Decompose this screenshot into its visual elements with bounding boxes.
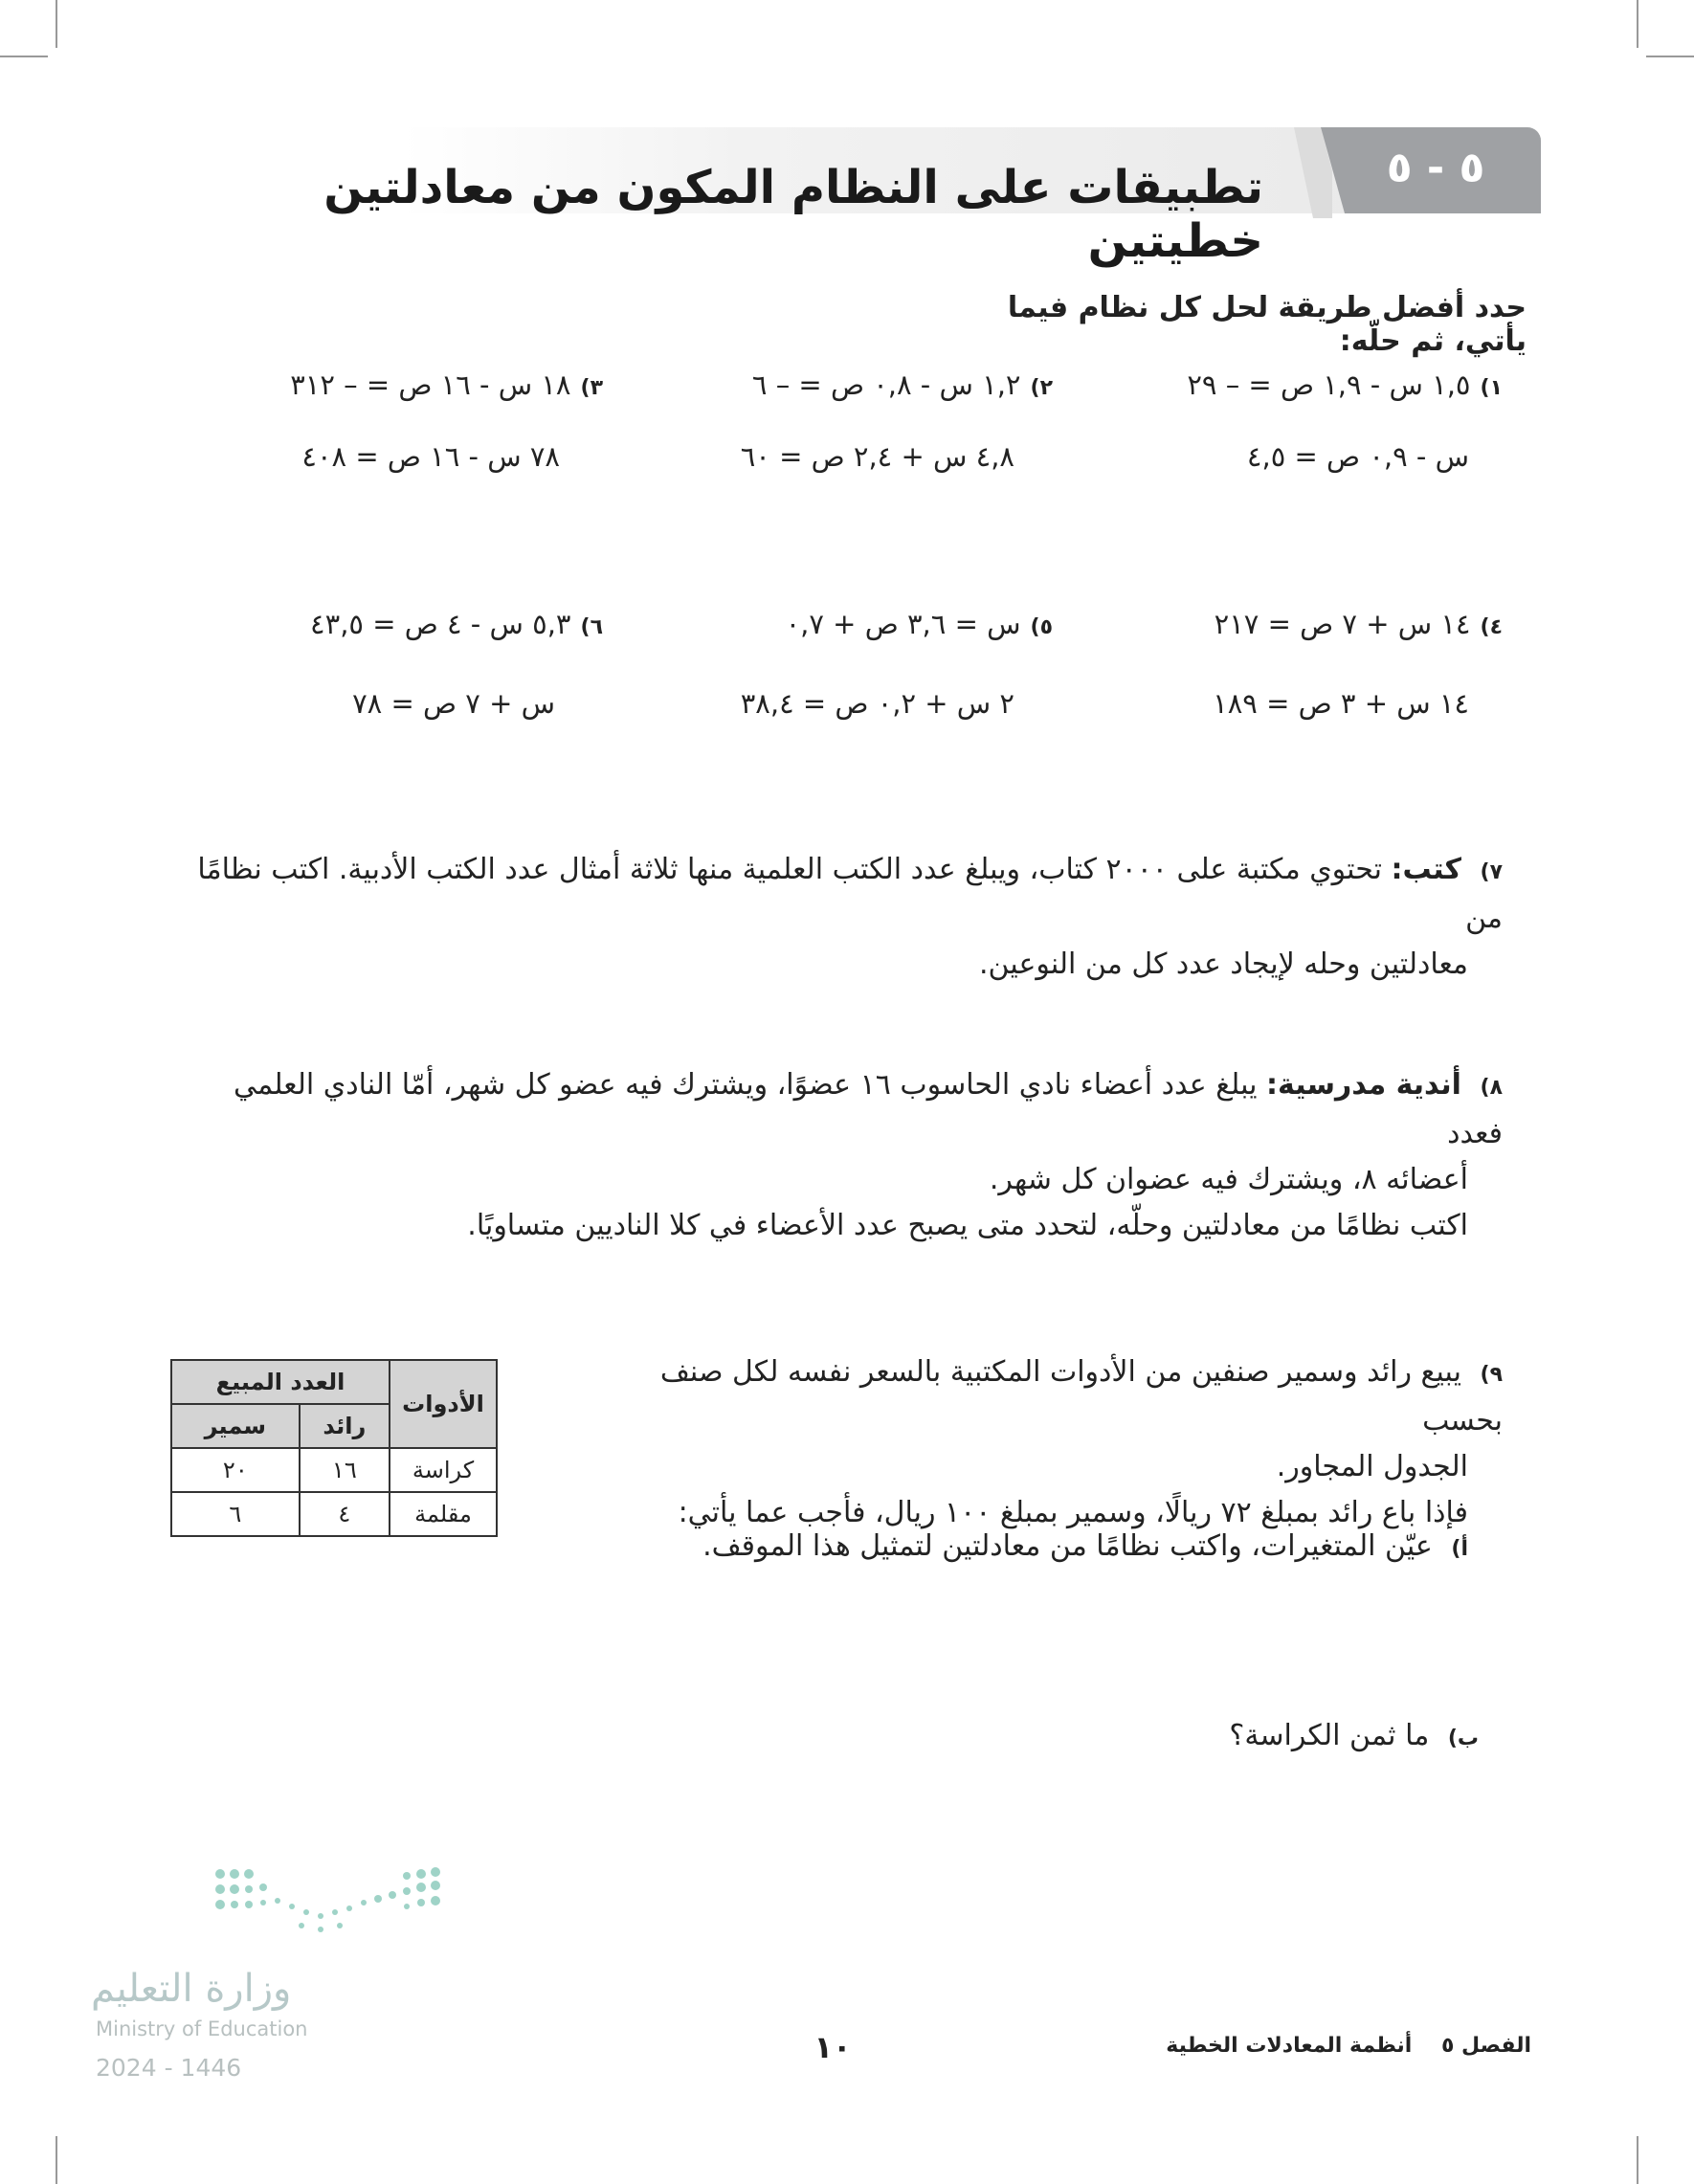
problem-9-part-a: أ) عيّن المتغيرات، واكتب نظامًا من معادلتين لتمثيل هذا الموقف. (702, 1529, 1468, 1563)
table-cell-raed: ٤ (300, 1492, 390, 1536)
exercise-2-eq1: ٢)١,٢ س - ٠,٨ ص = – ٦ (751, 368, 1053, 401)
exercise-5-eq1: ٥)س = ٣,٦ ص + ٠,٧ (785, 608, 1053, 640)
table-row (171, 1492, 497, 1536)
ministry-name-en: Ministry of Education (96, 2017, 308, 2040)
ministry-logo-dots-icon (206, 1866, 455, 1943)
crop-mark (56, 0, 57, 48)
table-header-tools: الأدوات (390, 1360, 497, 1448)
exercise-4-eq1: ٤)١٤ س + ٧ ص = ٢١٧ (1214, 608, 1503, 640)
exercise-5-eq2: ٢ س + ٠,٢ ص = ٣٨,٤ (740, 687, 1014, 720)
problem-8-label: أندية مدرسية: (1266, 1068, 1461, 1102)
exercise-1-eq2: س - ٠,٩ ص = ٤,٥ (1246, 440, 1469, 473)
problem-8-number: ٨) (1480, 1076, 1503, 1100)
exercise-3-eq1: ٣)١٨ س - ١٦ ص = – ٣١٢ (290, 368, 603, 401)
table-header-raed: رائد (300, 1404, 390, 1448)
exercise-1-eq1: ١)١,٥ س - ١,٩ ص = – ٢٩ (1187, 368, 1503, 401)
crop-mark (1637, 0, 1638, 48)
table-cell-raed: ١٦ (300, 1448, 390, 1492)
table-cell-tool: مقلمة (390, 1492, 497, 1536)
crop-mark (1637, 2136, 1638, 2184)
problem-8-line1: يبلغ عدد أعضاء نادي الحاسوب ١٦ عضوًا، ويشترك فيه عضو كل شهر، أمّا النادي العلمي فعدد (234, 1068, 1503, 1150)
problem-9-part-b: ب) ما ثمن الكراسة؟ (1229, 1719, 1479, 1752)
exercise-6-eq2: س + ٧ ص = ٧٨ (352, 687, 555, 720)
problem-7-number: ٧) (1480, 860, 1503, 884)
problem-7-line2: معادلتين وحله لإيجاد عدد كل من النوعين. (979, 947, 1468, 981)
page-title: تطبيقات على النظام المكون من معادلتين خطيتين (323, 161, 1263, 268)
exercise-4-eq2: ١٤ س + ٣ ص = ١٨٩ (1213, 687, 1469, 720)
crop-mark (1646, 56, 1694, 57)
ministry-year: 2024 - 1446 (96, 2054, 242, 2082)
problem-7-label: كتب: (1391, 853, 1461, 886)
tools-sales-table (170, 1359, 498, 1537)
problem-9-line2: الجدول المجاور. (1276, 1450, 1468, 1483)
problem-8-line2: أعضائه ٨، ويشترك فيه عضوان كل شهر. (989, 1163, 1468, 1196)
problem-9-line3: فإذا باع رائد بمبلغ ٧٢ ريالًا، وسمير بمبلغ ١٠٠ ريال، فأجب عما يأتي: (678, 1496, 1468, 1529)
chapter-footer: الفصل ٥ أنظمة المعادلات الخطية (1166, 2034, 1531, 2058)
table-header-sold: العدد المبيع (171, 1360, 390, 1404)
instruction-text: حدد أفضل طريقة لحل كل نظام فيما يأتي، ثم حلّه: (1007, 291, 1527, 358)
exercise-2-eq2: ٤,٨ س + ٢,٤ ص = ٦٠ (740, 440, 1014, 473)
crop-mark (0, 56, 48, 57)
page-number: ١٠ (814, 2029, 852, 2065)
problem-7-line1: تحتوي مكتبة على ٢٠٠٠ كتاب، ويبلغ عدد الكتب العلمية منها ثلاثة أمثال عدد الكتب الأدبية. اكتب نظامًا من (197, 853, 1503, 935)
problem-9-line1: يبيع رائد وسمير صنفين من الأدوات المكتبية بالسعر نفسه لكل صنف بحسب (659, 1355, 1503, 1437)
problem-9-number: ٩) (1480, 1363, 1503, 1387)
lesson-number: ٥ - ٥ (1386, 144, 1485, 192)
problem-8-line3: اكتب نظامًا من معادلتين وحلّه، لتحدد متى يصبح عدد الأعضاء في كلا الناديين متساويًا. (467, 1209, 1468, 1242)
problem-7 (191, 847, 1503, 988)
table-header-samir: سمير (171, 1404, 300, 1448)
table-cell-tool: كراسة (390, 1448, 497, 1492)
exercise-3-eq2: ٧٨ س - ١٦ ص = ٤٠٨ (301, 440, 560, 473)
problem-9 (593, 1349, 1503, 1536)
crop-mark (56, 2136, 57, 2184)
table-row (171, 1448, 497, 1492)
exercise-6-eq1: ٦)٥,٣ س - ٤ ص = ٤٣,٥ (310, 608, 603, 640)
ministry-name-ar: وزارة التعليم (91, 1967, 292, 2011)
problem-8 (230, 1062, 1503, 1249)
table-cell-samir: ٦ (171, 1492, 300, 1536)
table-cell-samir: ٢٠ (171, 1448, 300, 1492)
